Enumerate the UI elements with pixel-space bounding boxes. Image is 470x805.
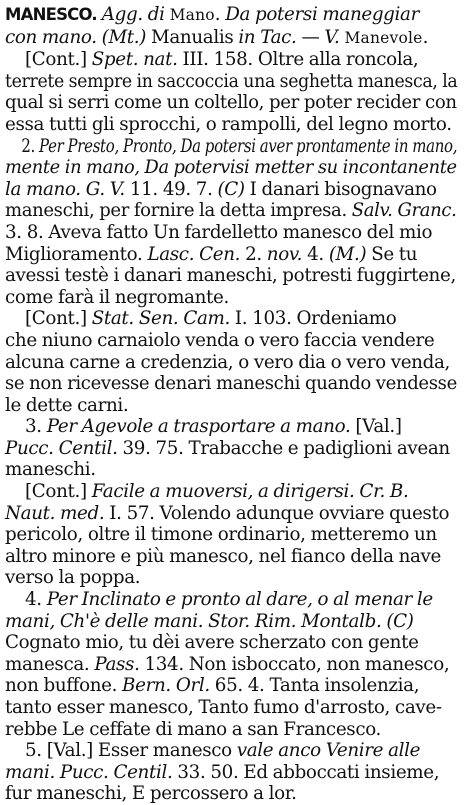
text-segment: maneschi. (5, 459, 96, 481)
italic-segment: Per Agevole a trasportare a mano. (46, 416, 351, 438)
text-segment: 3. (25, 416, 47, 438)
text-line (5, 135, 458, 158)
text-line (5, 589, 433, 611)
italic-segment: nov. (266, 243, 303, 265)
text-segment: avessi testè i danari maneschi, potresti fuggirtene, (5, 265, 456, 287)
text-segment: . (422, 26, 429, 48)
italic-segment: Spet. nat. (91, 49, 178, 71)
italic-segment: Per Inclinato e pronto al dare, o al menar le (46, 589, 433, 611)
text-segment: rebbe Le ceffate di mano a san Francesco. (5, 718, 382, 740)
italic-segment: Agg. di (101, 4, 170, 25)
text-line (5, 740, 421, 762)
text-segment: tanto esser manesco, Tanto fumo d'arrosto, cave- (5, 697, 442, 718)
italic-segment: V. (324, 26, 345, 48)
text-segment: III. 158. Oltre alla roncola, (177, 49, 419, 71)
text-segment: 39. 75. Trabacche e padiglioni avean (117, 437, 450, 459)
text-segment: le dette carni. (5, 394, 129, 416)
entry-paragraph (5, 481, 460, 589)
text-segment: maneschi, per fornire la detta impresa. (5, 200, 352, 222)
text-segment: 4. (25, 589, 47, 611)
text-segment: . (214, 4, 226, 25)
italic-segment: Stat. Sen. Cam. (91, 308, 230, 330)
italic-segment: Bern. Orl. (122, 675, 210, 697)
entry-paragraph (5, 4, 460, 136)
italic-segment: mente in mano, Da potervisi metter su incontanente (5, 157, 457, 179)
text-segment: 11. 49. 7. (124, 178, 218, 200)
text-segment: I. 57. Volendo adunque ovviare questo (104, 502, 450, 524)
text-segment: fur maneschi, E percossero a lor. (5, 783, 297, 805)
italic-segment: vale anco Venire alle (236, 740, 421, 762)
text-segment: alcuna carne a credenzia, o vero dia o vero venda, (5, 351, 450, 373)
text-segment: I danari bisognavano (244, 178, 437, 200)
text-segment: Manualis (146, 26, 239, 48)
text-line (5, 416, 402, 438)
text-segment: terrete sempre in saccoccia una seghetta manesca, la (5, 70, 458, 92)
italic-segment: in Tac. (238, 26, 297, 48)
text-segment: Cognato mio, tu dèi avere scherzato con gente (5, 632, 419, 654)
italic-segment: Da potersi maneggiar (225, 4, 419, 25)
italic-segment: Per Presto, Pronto, Da potersi aver prontamente in mano, (39, 135, 458, 157)
text-segment: pericolo, oltre il timone ordinario, metteremo un (5, 524, 437, 546)
entry-paragraph (5, 740, 460, 805)
text-segment: [Cont.] (25, 308, 92, 330)
italic-segment: (Mt.) (101, 26, 147, 48)
text-segment: Miglioramento. (5, 243, 148, 265)
entry-paragraph (5, 589, 460, 740)
text-segment: altro minore e più manesco, nel fianco della nave (5, 545, 442, 567)
text-line (5, 481, 409, 503)
text-segment: 2. (21, 135, 40, 157)
text-segment: non buffone. (5, 675, 123, 697)
text-segment: manesca. (5, 653, 95, 675)
italic-segment: con mano. (5, 26, 102, 48)
text-segment: 5. [Val.] Esser manesco (25, 740, 237, 762)
italic-segment: mani, Ch'è delle mani. Stor. Rim. Montalb. (5, 610, 382, 632)
text-segment: 65. 4. Tanta insolenzia, (209, 675, 420, 697)
text-segment: qual si serri come un coltello, per poter recider con (5, 92, 457, 114)
italic-segment: Pucc. Centil. (5, 437, 118, 459)
text-segment: [Cont.] (25, 481, 92, 503)
text-segment: se non ricevesse denari maneschi quando vendesse (5, 373, 457, 395)
text-segment: 2. (240, 243, 267, 265)
italic-segment: la mano. G. V. (5, 178, 125, 200)
italic-segment: (C) (217, 178, 245, 200)
italic-segment: Pass. (94, 653, 140, 675)
text-segment: 33. 50. Ed abboccati insieme, (172, 761, 440, 783)
text-segment: verso la poppa. (5, 567, 141, 589)
text-segment: [Cont.] (25, 49, 92, 71)
italic-segment: Lasc. Cen. (147, 243, 241, 265)
text-segment: [Val.] (350, 416, 402, 438)
text-segment: — (296, 26, 325, 48)
entry-paragraph (5, 136, 460, 309)
italic-segment: Salv. Granc. (351, 200, 457, 222)
text-segment: Se tu (366, 243, 418, 265)
text-line (5, 308, 397, 330)
text-segment: che niuno carnaiolo venda o vero faccia vendere (5, 329, 435, 351)
text-segment: come farà il negromante. (5, 286, 229, 308)
text-segment: 4. (302, 243, 329, 265)
italic-segment: mani. Pucc. Centil. (5, 761, 173, 783)
entry-paragraph (5, 308, 460, 416)
small-caps-segment: Mano (169, 6, 215, 24)
text-segment: essa tutti gli sprocchi, o rampolli, del legno morto. (5, 113, 452, 135)
small-caps-segment: Manevole (344, 28, 423, 47)
italic-segment: (C) (386, 610, 414, 632)
italic-segment: Facile a muoversi, a dirigersi. Cr. B. (91, 481, 409, 503)
italic-segment: Naut. med. (5, 502, 105, 524)
headword: MANESCO. (5, 5, 97, 24)
text-segment: 3. 8. Aveva fatto Un fardelletto manesco del mio (5, 221, 433, 243)
text-line (5, 49, 419, 71)
text-segment: I. 103. Ordeniamo (229, 308, 397, 330)
entry-paragraph (5, 416, 460, 481)
text-segment: 134. Non isboccato, non manesco, (139, 653, 450, 675)
italic-segment: (M.) (328, 243, 367, 265)
